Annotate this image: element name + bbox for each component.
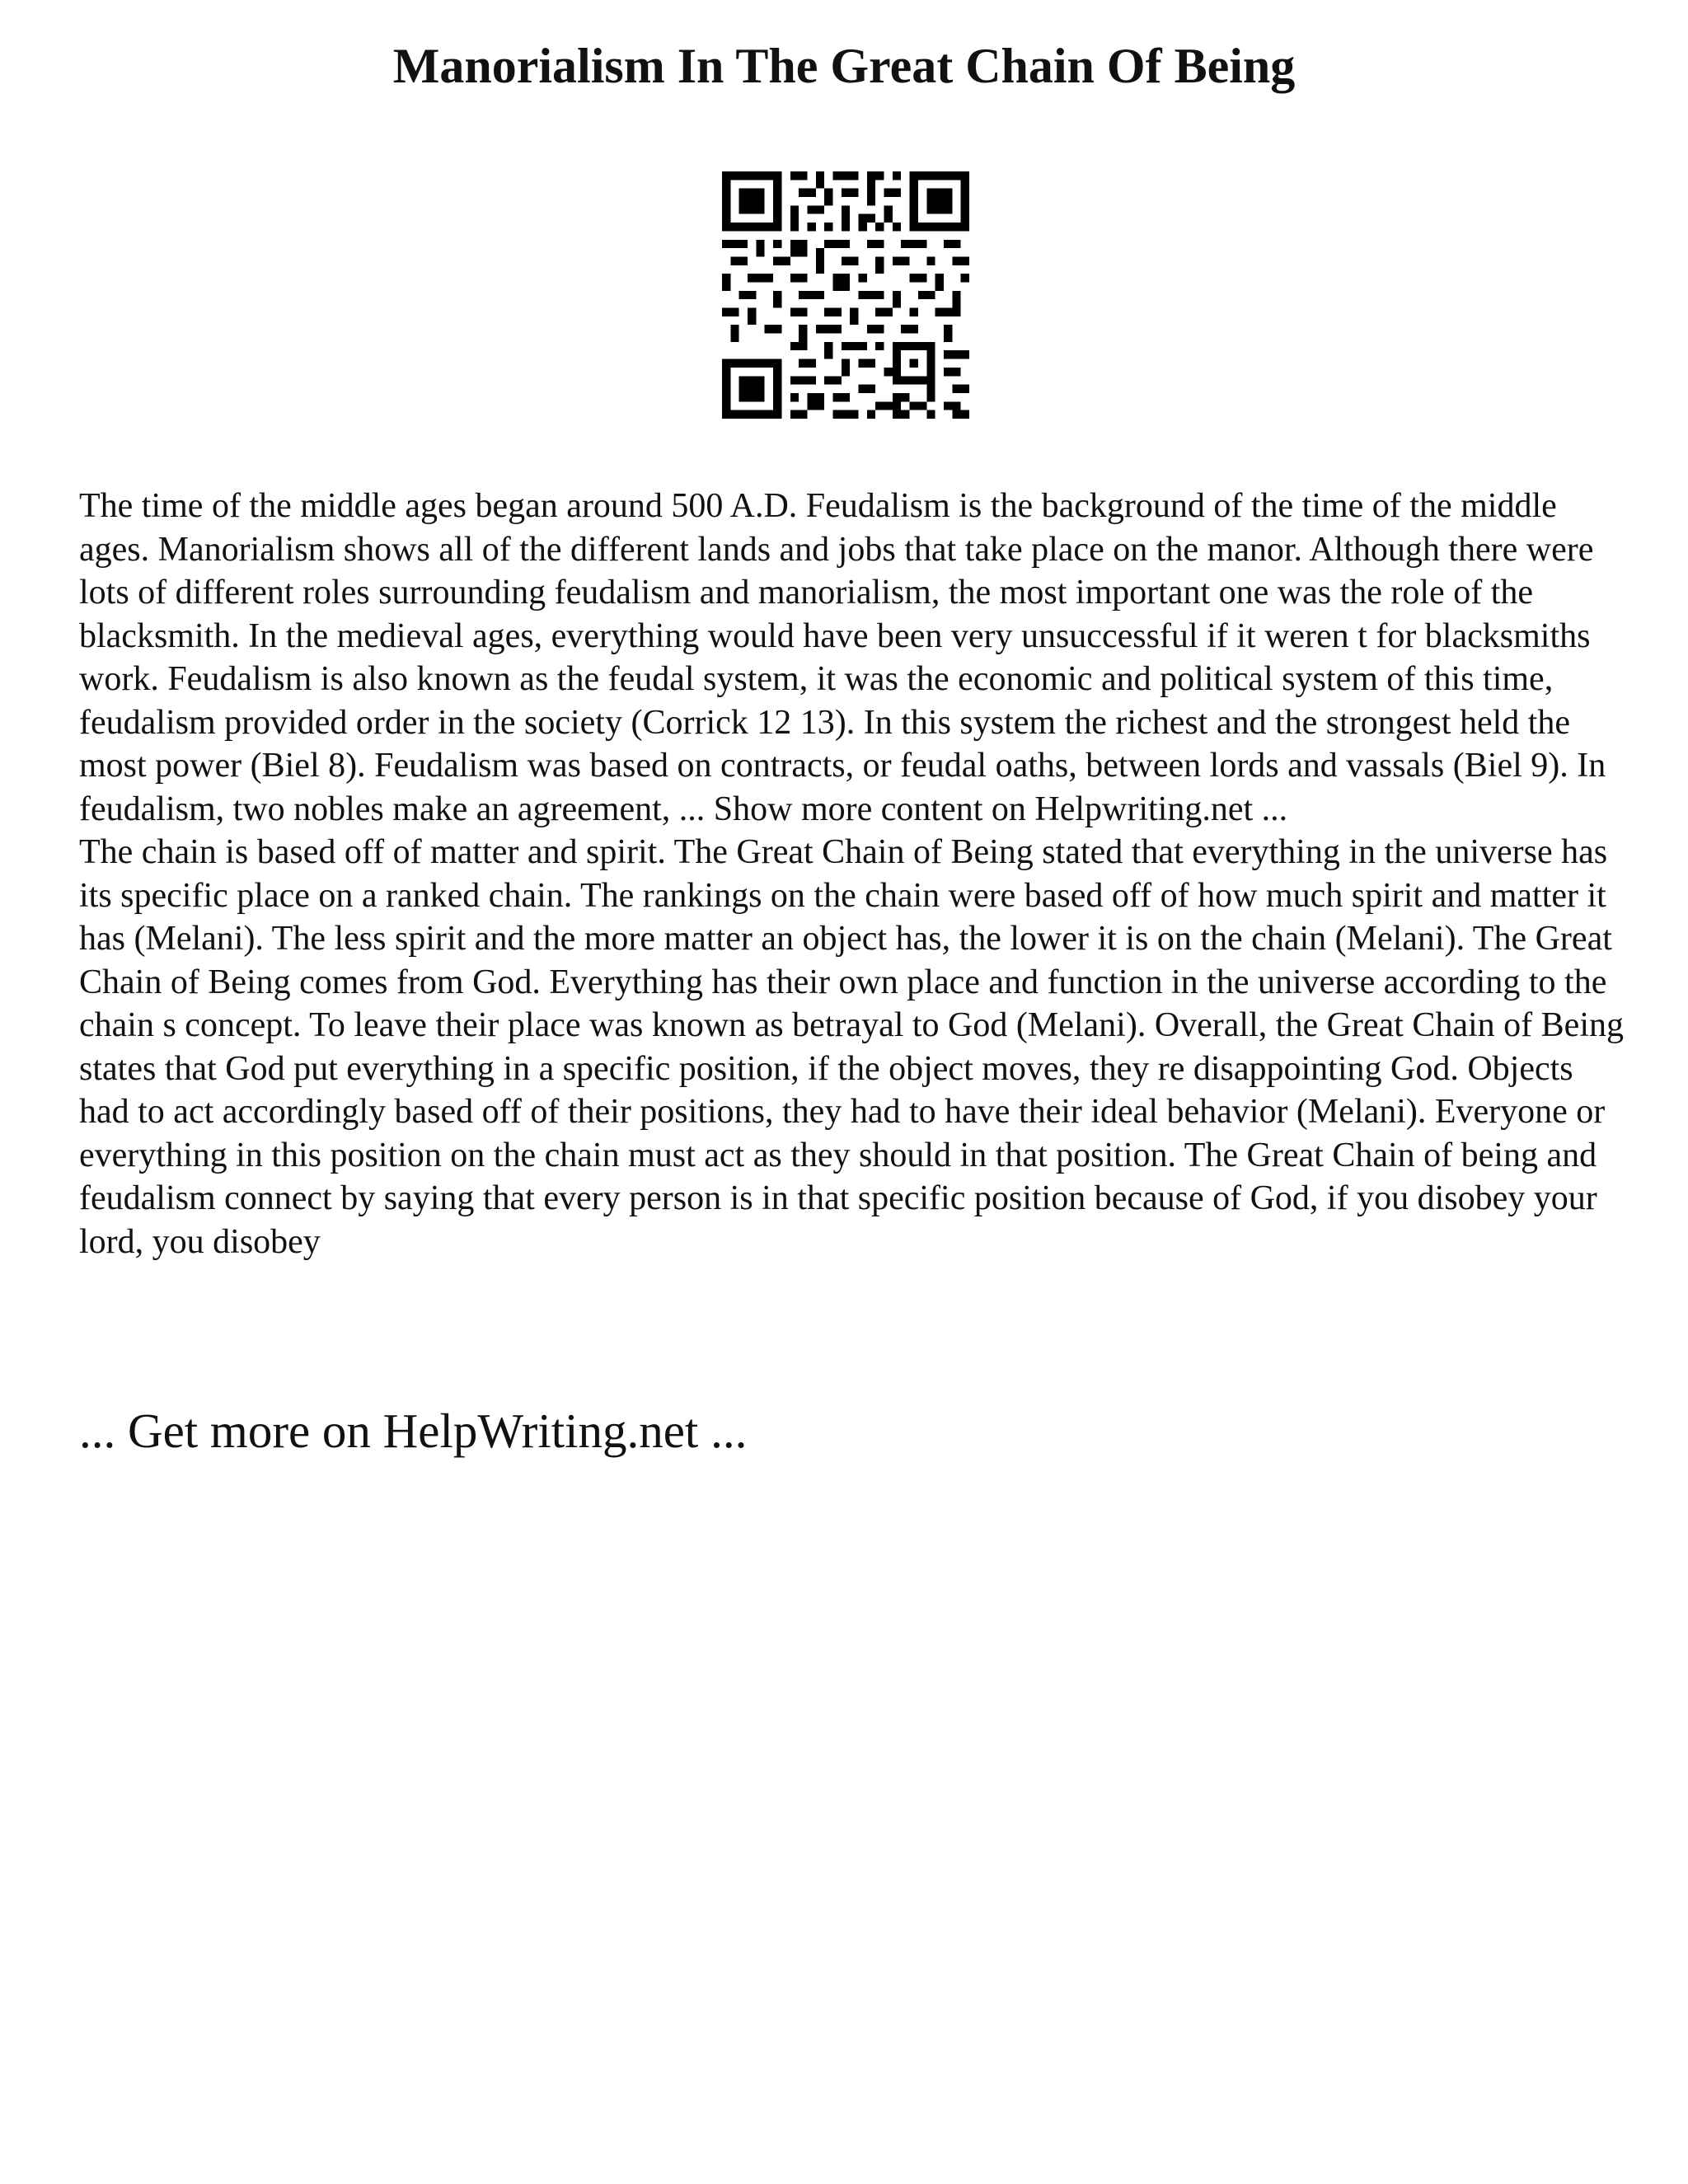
paragraph: The time of the middle ages began around 500 A.D. Feudalism is the background of the time of the middle ages. Manorialism shows all of the different lands and jobs that take place on the manor. Although there were lots of different roles surrounding feudalism and manorialism, the most important one was the role of the blacksmith. In the medieval ages, everything would have been very unsuccessful if it weren t for blacksmiths work. Feudalism is also known as the feudal system, it was the economic and political system of this time, feudalism provided order in the society (Corrick 12 13). In this system the richest and the strongest held the most power (Biel 8). Feudalism was based on contracts, or feudal oaths, between lords and vassals (Biel 9). In feudalism, two nobles make an agreement, ... Show more content on Helpwriting.net ... [79,487,1606,828]
qr-code-icon [722,171,969,419]
paragraph: The chain is based off of matter and spirit. The Great Chain of Being stated that everything in the universe has its specific place on a ranked chain. The rankings on the chain were based off of how much spirit and matter it has (Melani). The less spirit and the more matter an object has, the lower it is on the chain (Melani). The Great Chain of Being comes from God. Everything has their own place and function in the universe according to the chain s concept. To leave their place was known as betrayal to God (Melani). Overall, the Great Chain of Being states that God put everything in a specific position, if the object moves, they re disappointing God. Objects had to act accordingly based off of their positions, they had to have their ideal behavior (Melani). Everyone or everything in this position on the chain must act as they should in that position. The Great Chain of being and feudalism connect by saying that every person is in that specific position because of God, if you disobey your lord, you disobey [79,833,1624,1261]
article-body [79,485,1629,1263]
page-title: Manorialism In The Great Chain Of Being [392,39,1296,93]
get-more-link[interactable]: ... Get more on HelpWriting.net ... [79,1404,748,1458]
